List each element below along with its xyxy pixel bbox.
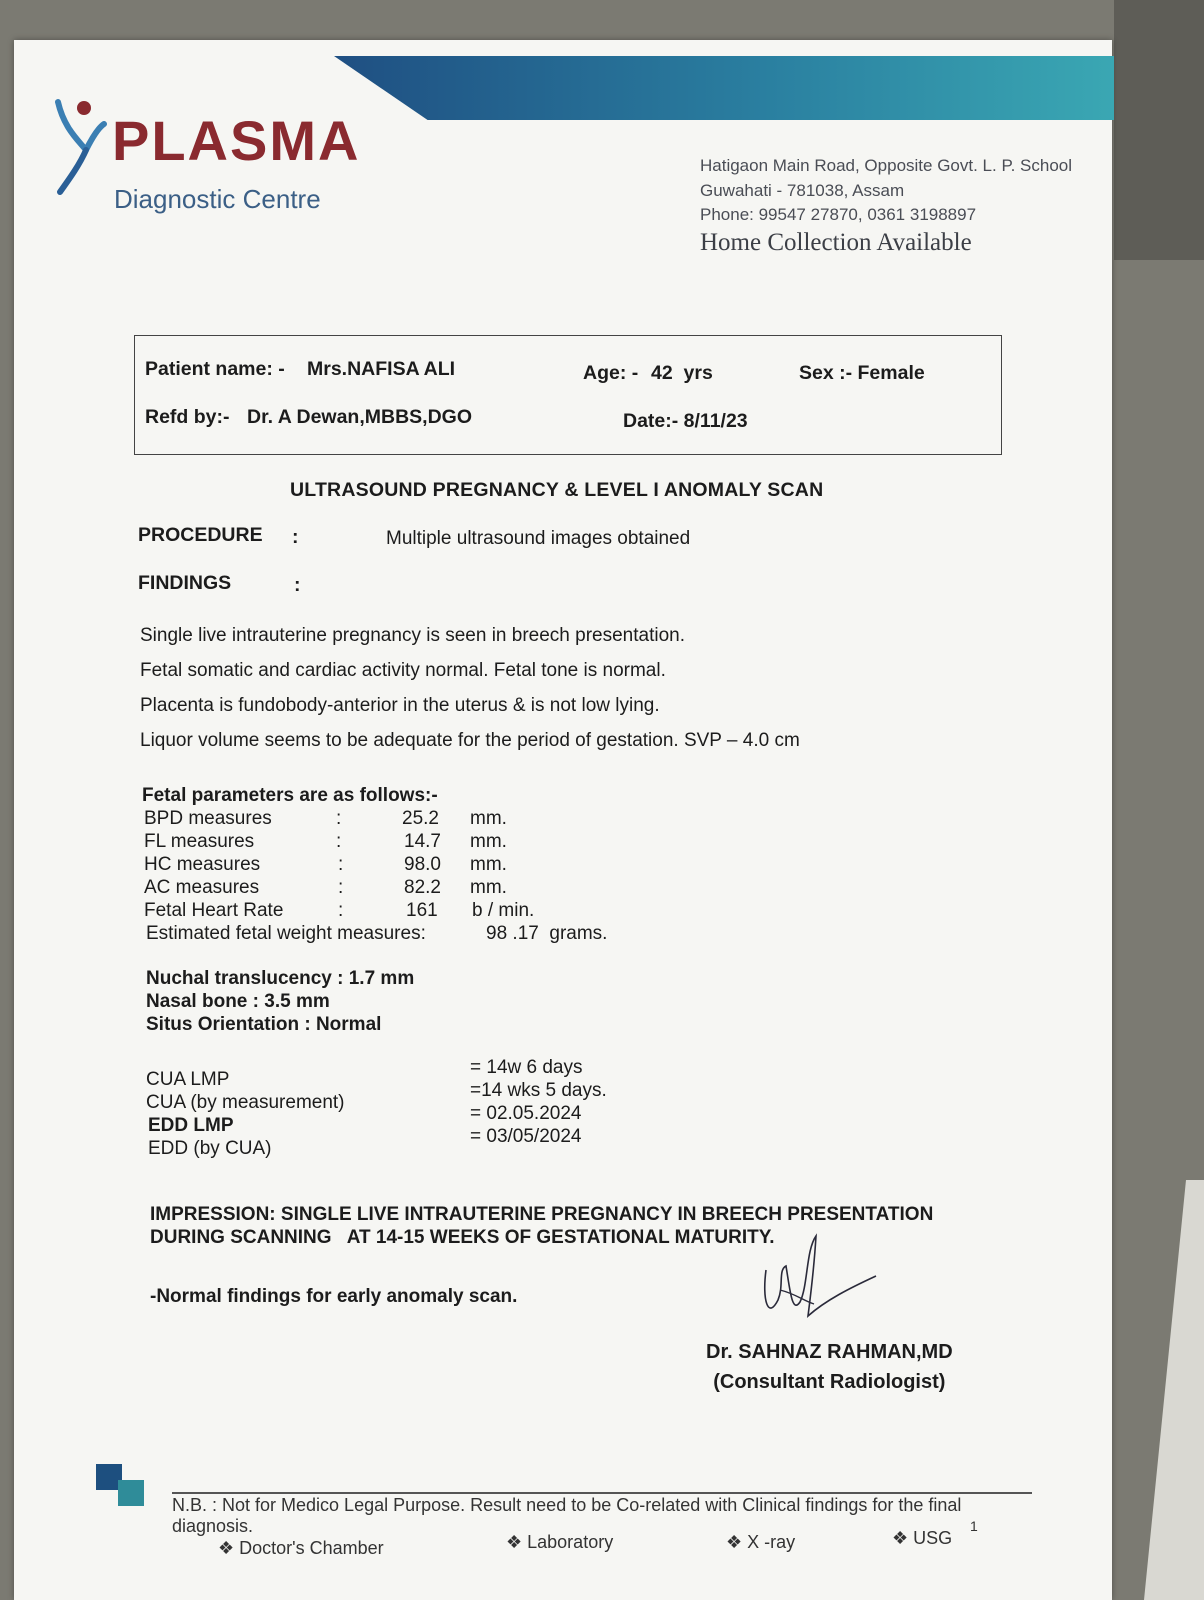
- patient-info-box: [134, 335, 1002, 455]
- dates-row-label: EDD (by CUA): [148, 1138, 272, 1159]
- efw-value: 98 .17 grams.: [486, 923, 608, 944]
- logo: [54, 98, 374, 214]
- additional-findings: [146, 967, 414, 1036]
- logo-figure-icon: [54, 98, 114, 198]
- fetal-row-label: BPD measures: [144, 808, 272, 829]
- footer-square-teal: [118, 1480, 144, 1506]
- diamond-bullet-icon: ❖: [218, 1538, 240, 1558]
- fetal-row-unit: b / min.: [472, 900, 535, 921]
- signatory: [706, 1337, 953, 1397]
- nasal-bone: Nasal bone : 3.5 mm: [146, 991, 330, 1012]
- service-label: USG: [913, 1528, 953, 1548]
- address-block: [700, 154, 1100, 255]
- fetal-row-colon: :: [338, 900, 344, 921]
- diamond-bullet-icon: ❖: [506, 1532, 528, 1552]
- impression-line-1: IMPRESSION: SINGLE LIVE INTRAUTERINE PREGNANCY IN BREECH PRESENTATION: [150, 1204, 934, 1225]
- fetal-row-value: 25.2: [402, 808, 439, 829]
- fetal-row-value: 161: [406, 900, 438, 921]
- home-collection: Home Collection Available: [700, 228, 972, 256]
- situs-orientation: Situs Orientation : Normal: [146, 1014, 382, 1035]
- fetal-row-label: HC measures: [144, 854, 261, 875]
- page-number: 1: [970, 1518, 978, 1534]
- header-band: [334, 56, 1114, 120]
- fetal-row-colon: :: [338, 877, 344, 898]
- fetal-row-value: 98.0: [404, 854, 441, 875]
- finding-line: Single live intrauterine pregnancy is seen in breech presentation.: [140, 625, 685, 646]
- nuchal-translucency: Nuchal translucency : 1.7 mm: [146, 968, 415, 989]
- fetal-row-unit: mm.: [470, 854, 507, 875]
- dates-row-value: =14 wks 5 days.: [470, 1080, 607, 1101]
- fetal-row: [142, 899, 535, 922]
- normal-findings-note: -Normal findings for early anomaly scan.: [150, 1286, 518, 1307]
- efw-row: [142, 922, 608, 945]
- service-label: Doctor's Chamber: [239, 1538, 384, 1558]
- footer-divider: [172, 1492, 1032, 1494]
- findings-list: [140, 618, 800, 758]
- patient-name: Mrs.NAFISA ALI: [307, 358, 456, 380]
- dates-row-label: CUA (by measurement): [146, 1092, 345, 1113]
- signatory-title: (Consultant Radiologist): [713, 1371, 946, 1393]
- fetal-row: [142, 807, 507, 830]
- fetal-row-colon: :: [336, 808, 342, 829]
- fetal-parameters-heading: Fetal parameters are as follows:-: [142, 785, 438, 806]
- dates-row-label: CUA LMP: [146, 1069, 230, 1090]
- service-label: Laboratory: [527, 1532, 614, 1552]
- fetal-row: [142, 830, 507, 853]
- procedure-text: Multiple ultrasound images obtained: [386, 528, 691, 549]
- fetal-row-unit: mm.: [470, 877, 507, 898]
- signature-scribble: [756, 1230, 886, 1340]
- impression-line-2: DURING SCANNING AT 14-15 WEEKS OF GESTATIONAL MATURITY.: [150, 1227, 775, 1248]
- fetal-row-label: FL measures: [144, 831, 255, 852]
- service-doctors-chamber: [218, 1538, 384, 1559]
- efw-label: Estimated fetal weight measures:: [146, 923, 426, 944]
- finding-line: Placenta is fundobody-anterior in the uterus & is not low lying.: [140, 695, 660, 716]
- signatory-name: Dr. SAHNAZ RAHMAN,MD: [706, 1341, 953, 1363]
- refd-label: Refd by:-: [145, 406, 230, 428]
- fetal-row-value: 14.7: [404, 831, 441, 852]
- service-xray: [726, 1532, 795, 1553]
- fetal-row-unit: mm.: [470, 831, 507, 852]
- procedure-label: PROCEDURE: [138, 524, 263, 546]
- background-shadow: [1114, 0, 1204, 260]
- fetal-row-label: Fetal Heart Rate: [144, 900, 284, 921]
- findings-label: FINDINGS: [138, 572, 232, 594]
- fetal-parameters: [142, 784, 608, 945]
- dates-row-value: = 02.05.2024: [470, 1103, 582, 1124]
- background-paper-edge: [1144, 1180, 1204, 1600]
- patient-name-label: Patient name: -: [145, 358, 285, 380]
- sex-value: Sex :- Female: [799, 362, 925, 384]
- report-title: ULTRASOUND PREGNANCY & LEVEL I ANOMALY SCAN: [290, 479, 824, 501]
- fetal-row: [142, 853, 507, 876]
- footer-disclaimer: N.B. : Not for Medico Legal Purpose. Result need to be Co-related with Clinical findings for the final diagnosis.: [172, 1495, 962, 1536]
- finding-line: Fetal somatic and cardiac activity normal. Fetal tone is normal.: [140, 660, 666, 681]
- address-line-2: Guwahati - 781038, Assam: [700, 180, 905, 200]
- address-line-1: Hatigaon Main Road, Opposite Govt. L. P. School: [700, 156, 1073, 175]
- service-usg: [892, 1528, 952, 1549]
- fetal-row-unit: mm.: [470, 808, 507, 829]
- findings-colon: :: [294, 574, 301, 596]
- dates-row-label: EDD LMP: [148, 1115, 234, 1136]
- report-date: Date:- 8/11/23: [623, 410, 748, 432]
- procedure-colon: :: [292, 526, 299, 548]
- brand-name: PLASMA: [112, 109, 361, 172]
- fetal-row-colon: :: [336, 831, 342, 852]
- service-label: X -ray: [747, 1532, 796, 1552]
- report-sheet: [14, 40, 1112, 1600]
- finding-line: Liquor volume seems to be adequate for the period of gestation. SVP – 4.0 cm: [140, 730, 800, 751]
- fetal-row-label: AC measures: [144, 877, 260, 898]
- age-value: 42 yrs: [651, 362, 713, 384]
- dates-row-value: = 03/05/2024: [470, 1126, 582, 1147]
- refd-value: Dr. A Dewan,MBBS,DGO: [247, 406, 473, 428]
- phone-line: Phone: 99547 27870, 0361 3198897: [700, 205, 977, 224]
- fetal-row-value: 82.2: [404, 877, 441, 898]
- diamond-bullet-icon: ❖: [892, 1528, 914, 1548]
- dates-row-value: = 14w 6 days: [470, 1057, 583, 1078]
- fetal-row-colon: :: [338, 854, 344, 875]
- age-label: Age: -: [583, 362, 639, 384]
- fetal-row: [142, 876, 507, 899]
- brand-subtitle: Diagnostic Centre: [114, 184, 321, 214]
- diamond-bullet-icon: ❖: [726, 1532, 748, 1552]
- service-laboratory: [506, 1532, 613, 1553]
